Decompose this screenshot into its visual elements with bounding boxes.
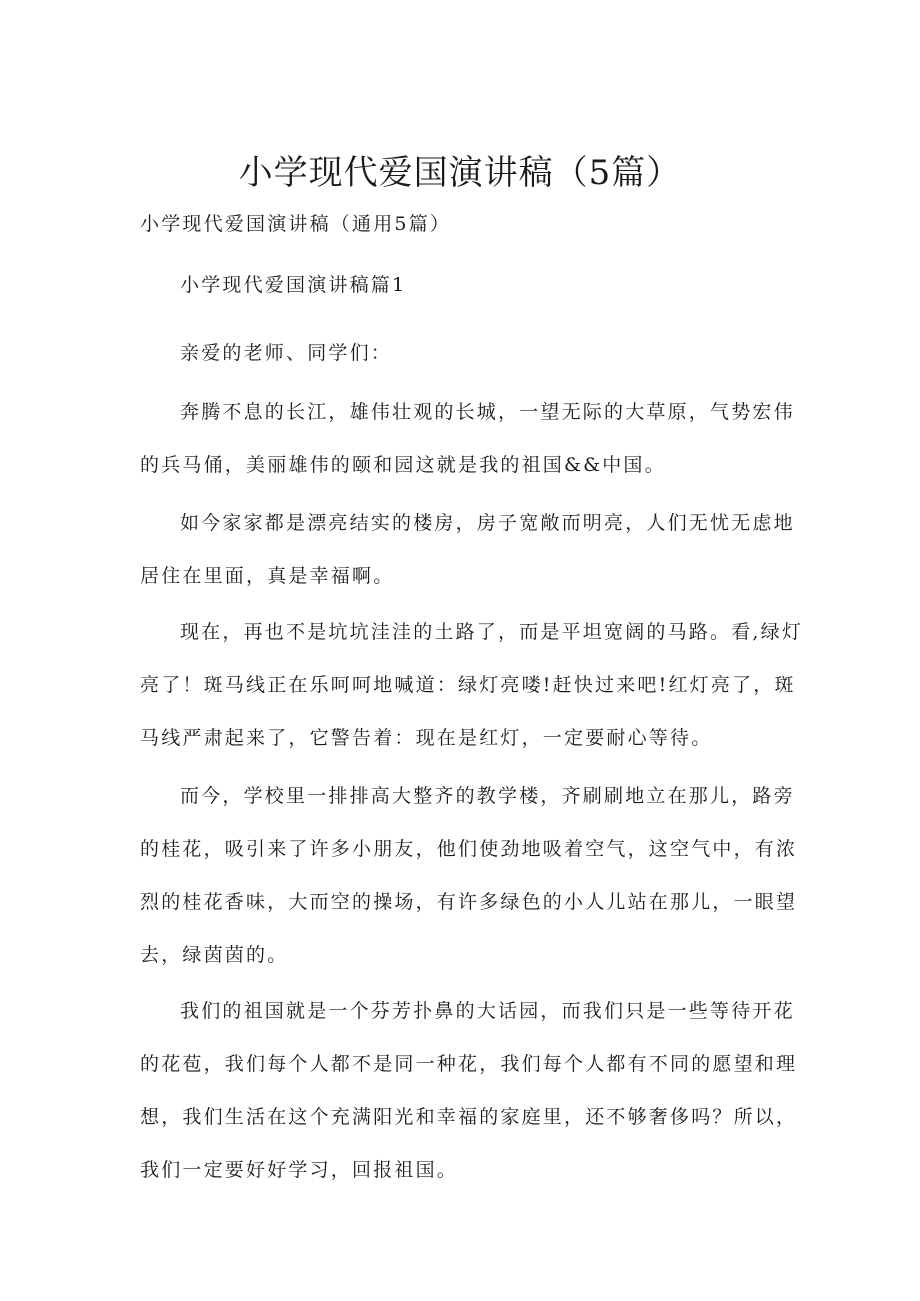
- paragraph-line: 的兵马俑，美丽雄伟的颐和园这就是我的祖国&&中国。: [140, 454, 666, 476]
- paragraph-line: 而今，学校里一排排高大整齐的教学楼，齐刷刷地立在那儿，路旁: [180, 785, 795, 807]
- body-paragraph-1: [140, 386, 795, 492]
- paragraph-line: 想，我们生活在这个充满阳光和幸福的家庭里，还不够奢侈吗？所以，: [140, 1106, 798, 1128]
- paragraph-line: 如今家家都是漂亮结实的楼房，房子宽敞而明亮，人们无忧无虑地: [180, 512, 795, 534]
- greeting-line: 亲爱的老师、同学们：: [180, 342, 393, 364]
- paragraph-line: 的花苞，我们每个人都不是同一种花，我们每个人都有不同的愿望和理: [140, 1053, 798, 1075]
- paragraph-line: 现在，再也不是坑坑洼洼的土路了，而是平坦宽阔的马路。看,绿灯: [180, 621, 804, 643]
- paragraph-line: 亮了！斑马线正在乐呵呵地喊道：绿灯亮喽!赶快过来吧!红灯亮了，斑: [140, 674, 796, 696]
- body-paragraph-2: [140, 497, 795, 603]
- body-paragraph-4: [140, 770, 798, 982]
- body-paragraph-5: [140, 985, 798, 1197]
- paragraph-line: 的桂花，吸引来了许多小朋友，他们使劲地吸着空气，这空气中，有浓: [140, 838, 798, 860]
- paragraph-line: 奔腾不息的长江，雄伟壮观的长城，一望无际的大草原，气势宏伟: [180, 401, 795, 423]
- body-paragraph-3: [140, 606, 804, 765]
- paragraph-line: 我们的祖国就是一个芬芳扑鼻的大话园，而我们只是一些等待开花: [180, 1000, 795, 1022]
- document-title: 小学现代爱国演讲稿（5篇）: [238, 153, 682, 193]
- paragraph-line: 去，绿茵茵的。: [140, 944, 289, 966]
- paragraph-line: 居住在里面，真是幸福啊。: [140, 565, 395, 587]
- document-subtitle: 小学现代爱国演讲稿（通用5篇）: [140, 213, 452, 235]
- paragraph-line: 烈的桂花香味，大而空的操场，有许多绿色的小人儿站在那儿，一眼望: [140, 891, 798, 913]
- paragraph-line: 马线严肃起来了，它警告着：现在是红灯，一定要耐心等待。: [140, 727, 713, 749]
- paragraph-line: 我们一定要好好学习，回报祖国。: [140, 1159, 459, 1181]
- section-heading: 小学现代爱国演讲稿篇1: [180, 274, 407, 296]
